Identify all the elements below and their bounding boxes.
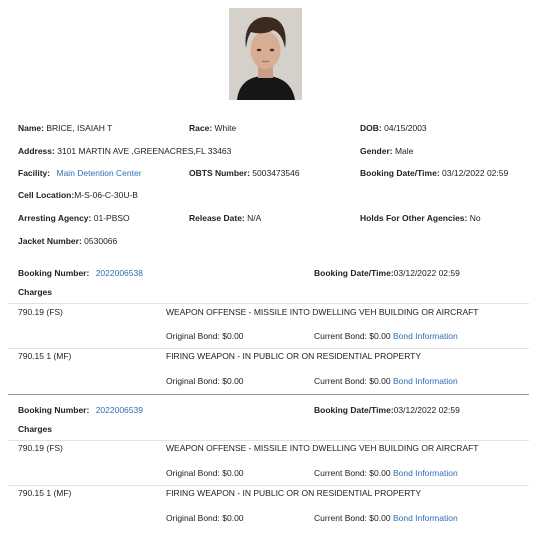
address-field <box>18 146 231 156</box>
charge-description: WEAPON OFFENSE - MISSILE INTO DWELLING VEH BUILDING OR AIRCRAFT <box>166 307 479 317</box>
original-bond-value: $0.00 <box>222 376 244 386</box>
jacket-number-field <box>18 236 117 246</box>
current-bond-value: $0.00 <box>369 331 391 341</box>
release-date-value: N/A <box>247 213 262 223</box>
charge-description: WEAPON OFFENSE - MISSILE INTO DWELLING VEH BUILDING OR AIRCRAFT <box>166 443 479 453</box>
charge-statute: 790.15 1 (MF) <box>18 351 72 361</box>
holds-field <box>360 213 481 223</box>
booking-datetime-field <box>360 168 508 178</box>
arresting-agency-value: 01-PBSO <box>93 213 130 223</box>
original-bond <box>166 468 244 478</box>
current-bond-label: Current Bond: <box>314 513 367 523</box>
release-date-field <box>189 213 261 223</box>
original-bond-label: Original Bond: <box>166 331 220 341</box>
release-date-label: Release Date: <box>189 213 245 223</box>
jacket-number-label: Jacket Number: <box>18 236 82 246</box>
obts-field <box>189 168 300 178</box>
facility-field <box>18 168 142 178</box>
divider <box>8 348 529 349</box>
gender-value: Male <box>394 146 414 156</box>
booking-datetime-label: Booking Date/Time: <box>314 405 394 415</box>
cell-location-value: M-S-06-C-30U-B <box>74 190 138 200</box>
booking-divider <box>8 394 529 395</box>
booking-number-field <box>18 268 143 278</box>
booking-number-label: Booking Number: <box>18 405 90 415</box>
cell-location-label: Cell Location: <box>18 190 75 200</box>
booking-datetime-label: Booking Date/Time: <box>314 268 394 278</box>
race-value: White <box>214 123 237 133</box>
dob-field <box>360 123 427 133</box>
booking-number-link[interactable]: 2022006538 <box>95 268 143 278</box>
charges-heading: Charges <box>18 424 53 434</box>
booking-datetime-value: 03/12/2022 02:59 <box>442 168 509 178</box>
gender-label: Gender: <box>360 146 393 156</box>
bond-information-link[interactable]: Bond Information <box>392 468 458 478</box>
current-bond-value: $0.00 <box>369 376 391 386</box>
current-bond <box>314 513 458 523</box>
charges-heading: Charges <box>18 287 53 297</box>
original-bond <box>166 513 244 523</box>
race-label: Race: <box>189 123 213 133</box>
arresting-agency-label: Arresting Agency: <box>18 213 92 223</box>
address-value: 3101 MARTIN AVE ,GREENACRES,FL 33463 <box>57 146 232 156</box>
gender-field <box>360 146 413 156</box>
booking-datetime-label: Booking Date/Time: <box>360 168 440 178</box>
obts-value: 5003473546 <box>252 168 300 178</box>
booking-number-label: Booking Number: <box>18 268 90 278</box>
person-portrait-icon <box>229 8 302 100</box>
facility-label: Facility: <box>18 168 51 178</box>
booking-datetime-field <box>314 268 460 278</box>
dob-value: 04/15/2003 <box>384 123 427 133</box>
bond-information-link[interactable]: Bond Information <box>392 331 458 341</box>
cell-location-field <box>18 190 138 200</box>
name-value: BRICE, ISAIAH T <box>46 123 113 133</box>
charge-statute: 790.19 (FS) <box>18 443 63 453</box>
holds-value: No <box>469 213 481 223</box>
original-bond <box>166 376 244 386</box>
current-bond-value: $0.00 <box>369 468 391 478</box>
current-bond-label: Current Bond: <box>314 331 367 341</box>
original-bond-value: $0.00 <box>222 468 244 478</box>
charge-statute: 790.15 1 (MF) <box>18 488 72 498</box>
original-bond-label: Original Bond: <box>166 468 220 478</box>
charge-description: FIRING WEAPON - IN PUBLIC OR ON RESIDENTIAL PROPERTY <box>166 351 422 361</box>
charge-description: FIRING WEAPON - IN PUBLIC OR ON RESIDENTIAL PROPERTY <box>166 488 422 498</box>
original-bond-label: Original Bond: <box>166 376 220 386</box>
jacket-number-value: 0530066 <box>84 236 118 246</box>
current-bond-label: Current Bond: <box>314 376 367 386</box>
address-label: Address: <box>18 146 55 156</box>
divider <box>8 303 529 304</box>
booking-datetime-value: 03/12/2022 02:59 <box>393 268 460 278</box>
current-bond-value: $0.00 <box>369 513 391 523</box>
charge-statute: 790.19 (FS) <box>18 307 63 317</box>
original-bond-label: Original Bond: <box>166 513 220 523</box>
name-label: Name: <box>18 123 44 133</box>
arresting-agency-field <box>18 213 130 223</box>
race-field <box>189 123 236 133</box>
divider <box>8 440 529 441</box>
dob-label: DOB: <box>360 123 382 133</box>
obts-label: OBTS Number: <box>189 168 250 178</box>
booking-number-link[interactable]: 2022006539 <box>95 405 143 415</box>
original-bond-value: $0.00 <box>222 331 244 341</box>
bond-information-link[interactable]: Bond Information <box>392 376 458 386</box>
booking-number-field <box>18 405 143 415</box>
booking-datetime-value: 03/12/2022 02:59 <box>393 405 460 415</box>
holds-label: Holds For Other Agencies: <box>360 213 468 223</box>
current-bond <box>314 468 458 478</box>
mugshot-photo <box>229 8 302 100</box>
divider <box>8 485 529 486</box>
original-bond <box>166 331 244 341</box>
current-bond <box>314 376 458 386</box>
facility-link[interactable]: Main Detention Center <box>56 168 142 178</box>
current-bond-label: Current Bond: <box>314 468 367 478</box>
current-bond <box>314 331 458 341</box>
name-field <box>18 123 112 133</box>
original-bond-value: $0.00 <box>222 513 244 523</box>
bond-information-link[interactable]: Bond Information <box>392 513 458 523</box>
booking-datetime-field <box>314 405 460 415</box>
